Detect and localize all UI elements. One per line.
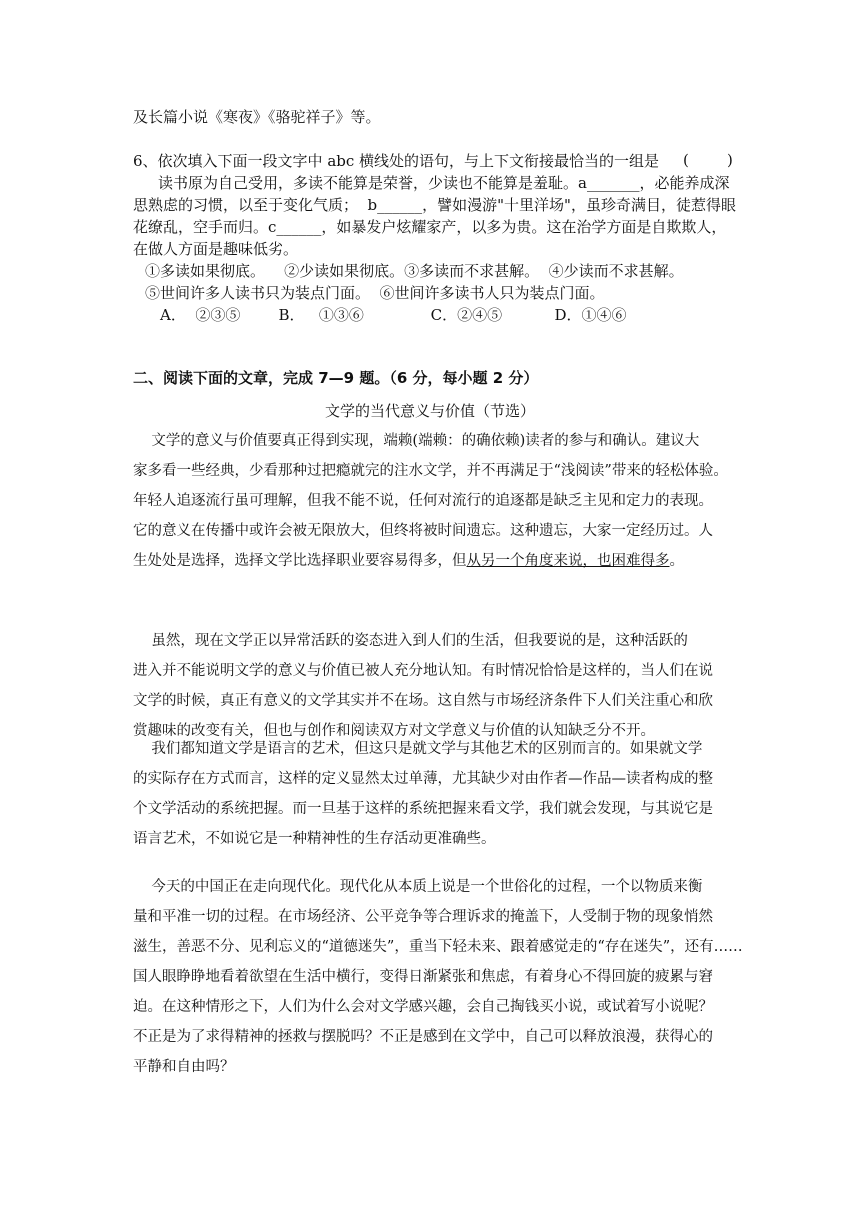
paragraph-line: 今天的中国正在走向现代化。现代化从本质上说是一个世俗化的过程，一个以物质来衡 — [133, 879, 703, 895]
section-2-heading: 二、阅读下面的文章，完成 7—9 题。（6 分，每小题 2 分） — [133, 369, 539, 387]
paragraph-line: 个文学活动的系统把握。而一旦基于这样的系统把握来看文学，我们就会发现，与其说它是 — [133, 801, 713, 817]
q6-options-line: ①多读如果彻底。 ②少读如果彻底。③多读而不求甚解。 ④少读而不求甚解。 — [145, 262, 684, 280]
paragraph-line: 家多看一些经典，少看那种过把瘾就完的注水文学，并不再满足于“浅阅读”带来的轻松体验。 — [133, 463, 728, 479]
q6-answer-choices: A． ②③⑤ B． ①③⑥ C．②④⑤ D．①④⑥ — [160, 306, 627, 324]
paragraph-line: 的实际存在方式而言，这样的定义显然太过单薄，尤其缺少对由作者—作品—读者构成的整 — [133, 771, 713, 787]
line-text: 生处处是选择，选择文学比选择职业要容易得多，但 — [133, 553, 467, 569]
previous-text-line: 及长篇小说《寒夜》《骆驼祥子》等。 — [133, 108, 381, 126]
paragraph-line: 赏趣味的改变有关，但也与创作和阅读双方对文学意义与价值的认知缺乏分不开。 — [133, 723, 655, 739]
paragraph-line: 迫。在这种情形之下，人们为什么会对文学感兴趣，会自己掏钱买小说，或试着写小说呢？ — [133, 999, 713, 1015]
paragraph-line: 进入并不能说明文学的意义与价值已被人充分地认知。有时情况恰恰是这样的，当人们在说 — [133, 663, 713, 679]
paragraph-line: 虽然，现在文学正以异常活跃的姿态进入到人们的生活，但我要说的是，这种活跃的 — [133, 633, 688, 649]
q6-passage-line: 花缭乱，空手而归。c______，如暴发户炫耀家产，以多为贵。这在治学方面是自欺欺人， — [133, 218, 727, 236]
article-paragraph-2 — [133, 626, 733, 746]
answer-parentheses: ( ) — [683, 151, 733, 169]
q6-passage-line: 在做人方面是趣味低劣。 — [133, 240, 299, 258]
paragraph-line: 年轻人追逐流行虽可理解，但我不能不说，任何对流行的追逐都是缺乏主见和定力的表现。 — [133, 493, 713, 509]
paragraph-line: 我们都知道文学是语言的艺术，但这只是就文学与其他艺术的区别而言的。如果就文学 — [133, 741, 703, 757]
line-end: 。 — [669, 553, 684, 569]
paragraph-line: 量和平准一切的过程。在市场经济、公平竞争等合理诉求的掩盖下，人受制于物的现象悄然 — [133, 909, 713, 925]
article-title: 文学的当代意义与价值（节选） — [324, 402, 535, 420]
paragraph-line: 平静和自由吗？ — [133, 1059, 235, 1075]
paragraph-line: 滋生，善恶不分、见利忘义的“道德迷失”，重当下轻未来、跟着感觉走的“存在迷失”，还有…… — [133, 939, 743, 955]
q6-passage-line: 读书原为自己受用，多读不能算是荣誉，少读也不能算是羞耻。a_______，必能养成深 — [158, 174, 730, 192]
paragraph-line: 文学的意义与价值要真正得到实现，端赖(端赖：的确依赖)读者的参与和确认。建议大 — [133, 433, 700, 449]
paragraph-line: 它的意义在传播中或许会被无限放大，但终将被时间遗忘。这种遗忘，大家一定经历过。人 — [133, 523, 713, 539]
article-paragraph-4 — [133, 872, 743, 1082]
q6-options-line: ⑤世间许多人读书只为装点门面。 ⑥世间许多读书人只为装点门面。 — [145, 284, 605, 302]
paragraph-line: 文学的时候，真正有意义的文学其实并不在场。这自然与市场经济条件下人们关注重心和欣 — [133, 693, 713, 709]
paragraph-line: 语言艺术，不如说它是一种精神性的生存活动更准确些。 — [133, 831, 496, 847]
article-paragraph-1 — [133, 426, 733, 576]
q6-passage-line: 思熟虑的习惯，以至于变化气质； b______，譬如漫游"十里洋场"，虽珍奇满目，徒惹得眼 — [133, 196, 736, 214]
paragraph-line: 国人眼睁睁地看着欲望在生活中横行，变得日渐紧张和焦虑，有着身心不得回旋的疲累与窘 — [133, 969, 713, 985]
underlined-phrase: 从另一个角度来说，也困难得多 — [466, 553, 670, 569]
paragraph-line — [133, 546, 733, 576]
question-6-stem: 6、依次填入下面一段文字中 abc 横线处的语句，与上下文衔接最恰当的一组是 — [133, 152, 660, 170]
paragraph-line: 不正是为了求得精神的拯救与摆脱吗？不正是感到在文学中，自己可以释放浪漫，获得心的 — [133, 1029, 713, 1045]
article-paragraph-3 — [133, 734, 733, 854]
